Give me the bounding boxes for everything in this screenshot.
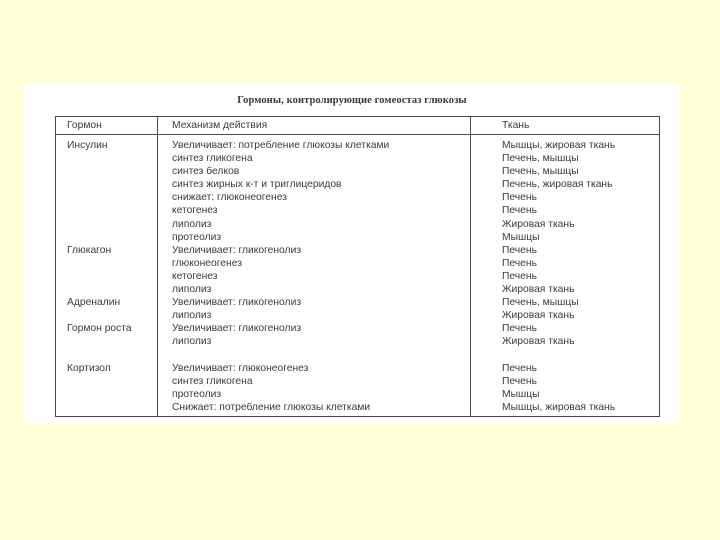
mechanism-line: кетогенез (172, 270, 218, 282)
tissue-line: Печень (502, 323, 537, 335)
hormones-table (55, 116, 660, 417)
mechanism-line: протеолиз (172, 231, 222, 243)
mechanism-line: липолиз (172, 336, 212, 348)
mechanism-cell (158, 322, 471, 348)
tissue-line: Печень, мышцы (502, 153, 579, 165)
mechanism-line: липолиз (172, 284, 212, 296)
mechanism-line: Увеличивает: гликогенолиз (172, 323, 302, 335)
tissue-cell (471, 296, 660, 322)
mechanism-line: синтез гликогена (172, 153, 253, 165)
mechanism-line: снижает: глюконеогенез (172, 192, 287, 204)
tissue-line: Печень (502, 244, 537, 256)
mechanism-line: Увеличивает: глюконеогенез (172, 362, 309, 374)
tissue-line: Жировая ткань (502, 336, 575, 348)
tissue-line: Печень (502, 375, 537, 387)
table-row-cortisol (56, 349, 660, 417)
hormone-name: Инсулин (56, 135, 158, 244)
tissue-line: Мышцы (502, 388, 540, 400)
tissue-line: Печень (502, 270, 537, 282)
mechanism-line: Снижает: потребление глюкозы клетками (172, 401, 371, 413)
mechanism-line: синтез гликогена (172, 375, 253, 387)
table-row-adrenaline (56, 296, 660, 322)
mechanism-line: протеолиз (172, 388, 222, 400)
mechanism-line: синтез жирных к-т и триглицеридов (172, 179, 342, 191)
tissue-cell (471, 244, 660, 296)
mechanism-cell (158, 135, 471, 244)
tissue-line: Печень (502, 362, 537, 374)
tissue-line: Печень, мышцы (502, 297, 579, 309)
header-mechanism: Механизм действия (158, 117, 471, 135)
tissue-cell (471, 322, 660, 348)
hormone-name: Глюкагон (56, 244, 158, 296)
mechanism-line: глюконеогенез (172, 257, 242, 269)
header-tissue: Ткань (471, 117, 660, 135)
tissue-line: Жировая ткань (502, 310, 575, 322)
document-page (25, 84, 679, 424)
tissue-line: Мышцы, жировая ткань (502, 401, 616, 413)
hormone-name: Кортизол (56, 349, 158, 417)
hormone-name: Адреналин (56, 296, 158, 322)
mechanism-cell (158, 349, 471, 417)
table-row-insulin (56, 135, 660, 244)
mechanism-line: синтез белков (172, 166, 240, 178)
mechanism-cell (158, 244, 471, 296)
tissue-cell (471, 349, 660, 417)
table-title: Гормоны, контролирующие гомеостаз глюкозы (237, 95, 467, 106)
tissue-line: Печень (502, 205, 537, 217)
mechanism-line: кетогенез (172, 205, 218, 217)
tissue-line: Жировая ткань (502, 284, 575, 296)
mechanism-line: Увеличивает: гликогенолиз (172, 297, 302, 309)
tissue-line: Мышцы, жировая ткань (502, 140, 616, 151)
tissue-line: Печень, мышцы (502, 166, 579, 178)
table-row-glucagon (56, 244, 660, 296)
mechanism-line: липолиз (172, 310, 212, 322)
header-hormone: Гормон (56, 117, 158, 135)
mechanism-line: липолиз (172, 218, 212, 230)
mechanism-line: Увеличивает: гликогенолиз (172, 244, 302, 256)
mechanism-line: Увеличивает: потребление глюкозы клетками (172, 140, 390, 151)
hormone-name: Гормон роста (56, 322, 158, 348)
tissue-line: Печень (502, 257, 537, 269)
tissue-line: Печень (502, 192, 537, 204)
tissue-line: Печень, жировая ткань (502, 179, 613, 191)
table-header-row (56, 117, 660, 135)
tissue-line: Мышцы (502, 231, 540, 243)
tissue-cell (471, 135, 660, 244)
table-row-growth-hormone (56, 322, 660, 348)
mechanism-cell (158, 296, 471, 322)
tissue-line: Жировая ткань (502, 218, 575, 230)
